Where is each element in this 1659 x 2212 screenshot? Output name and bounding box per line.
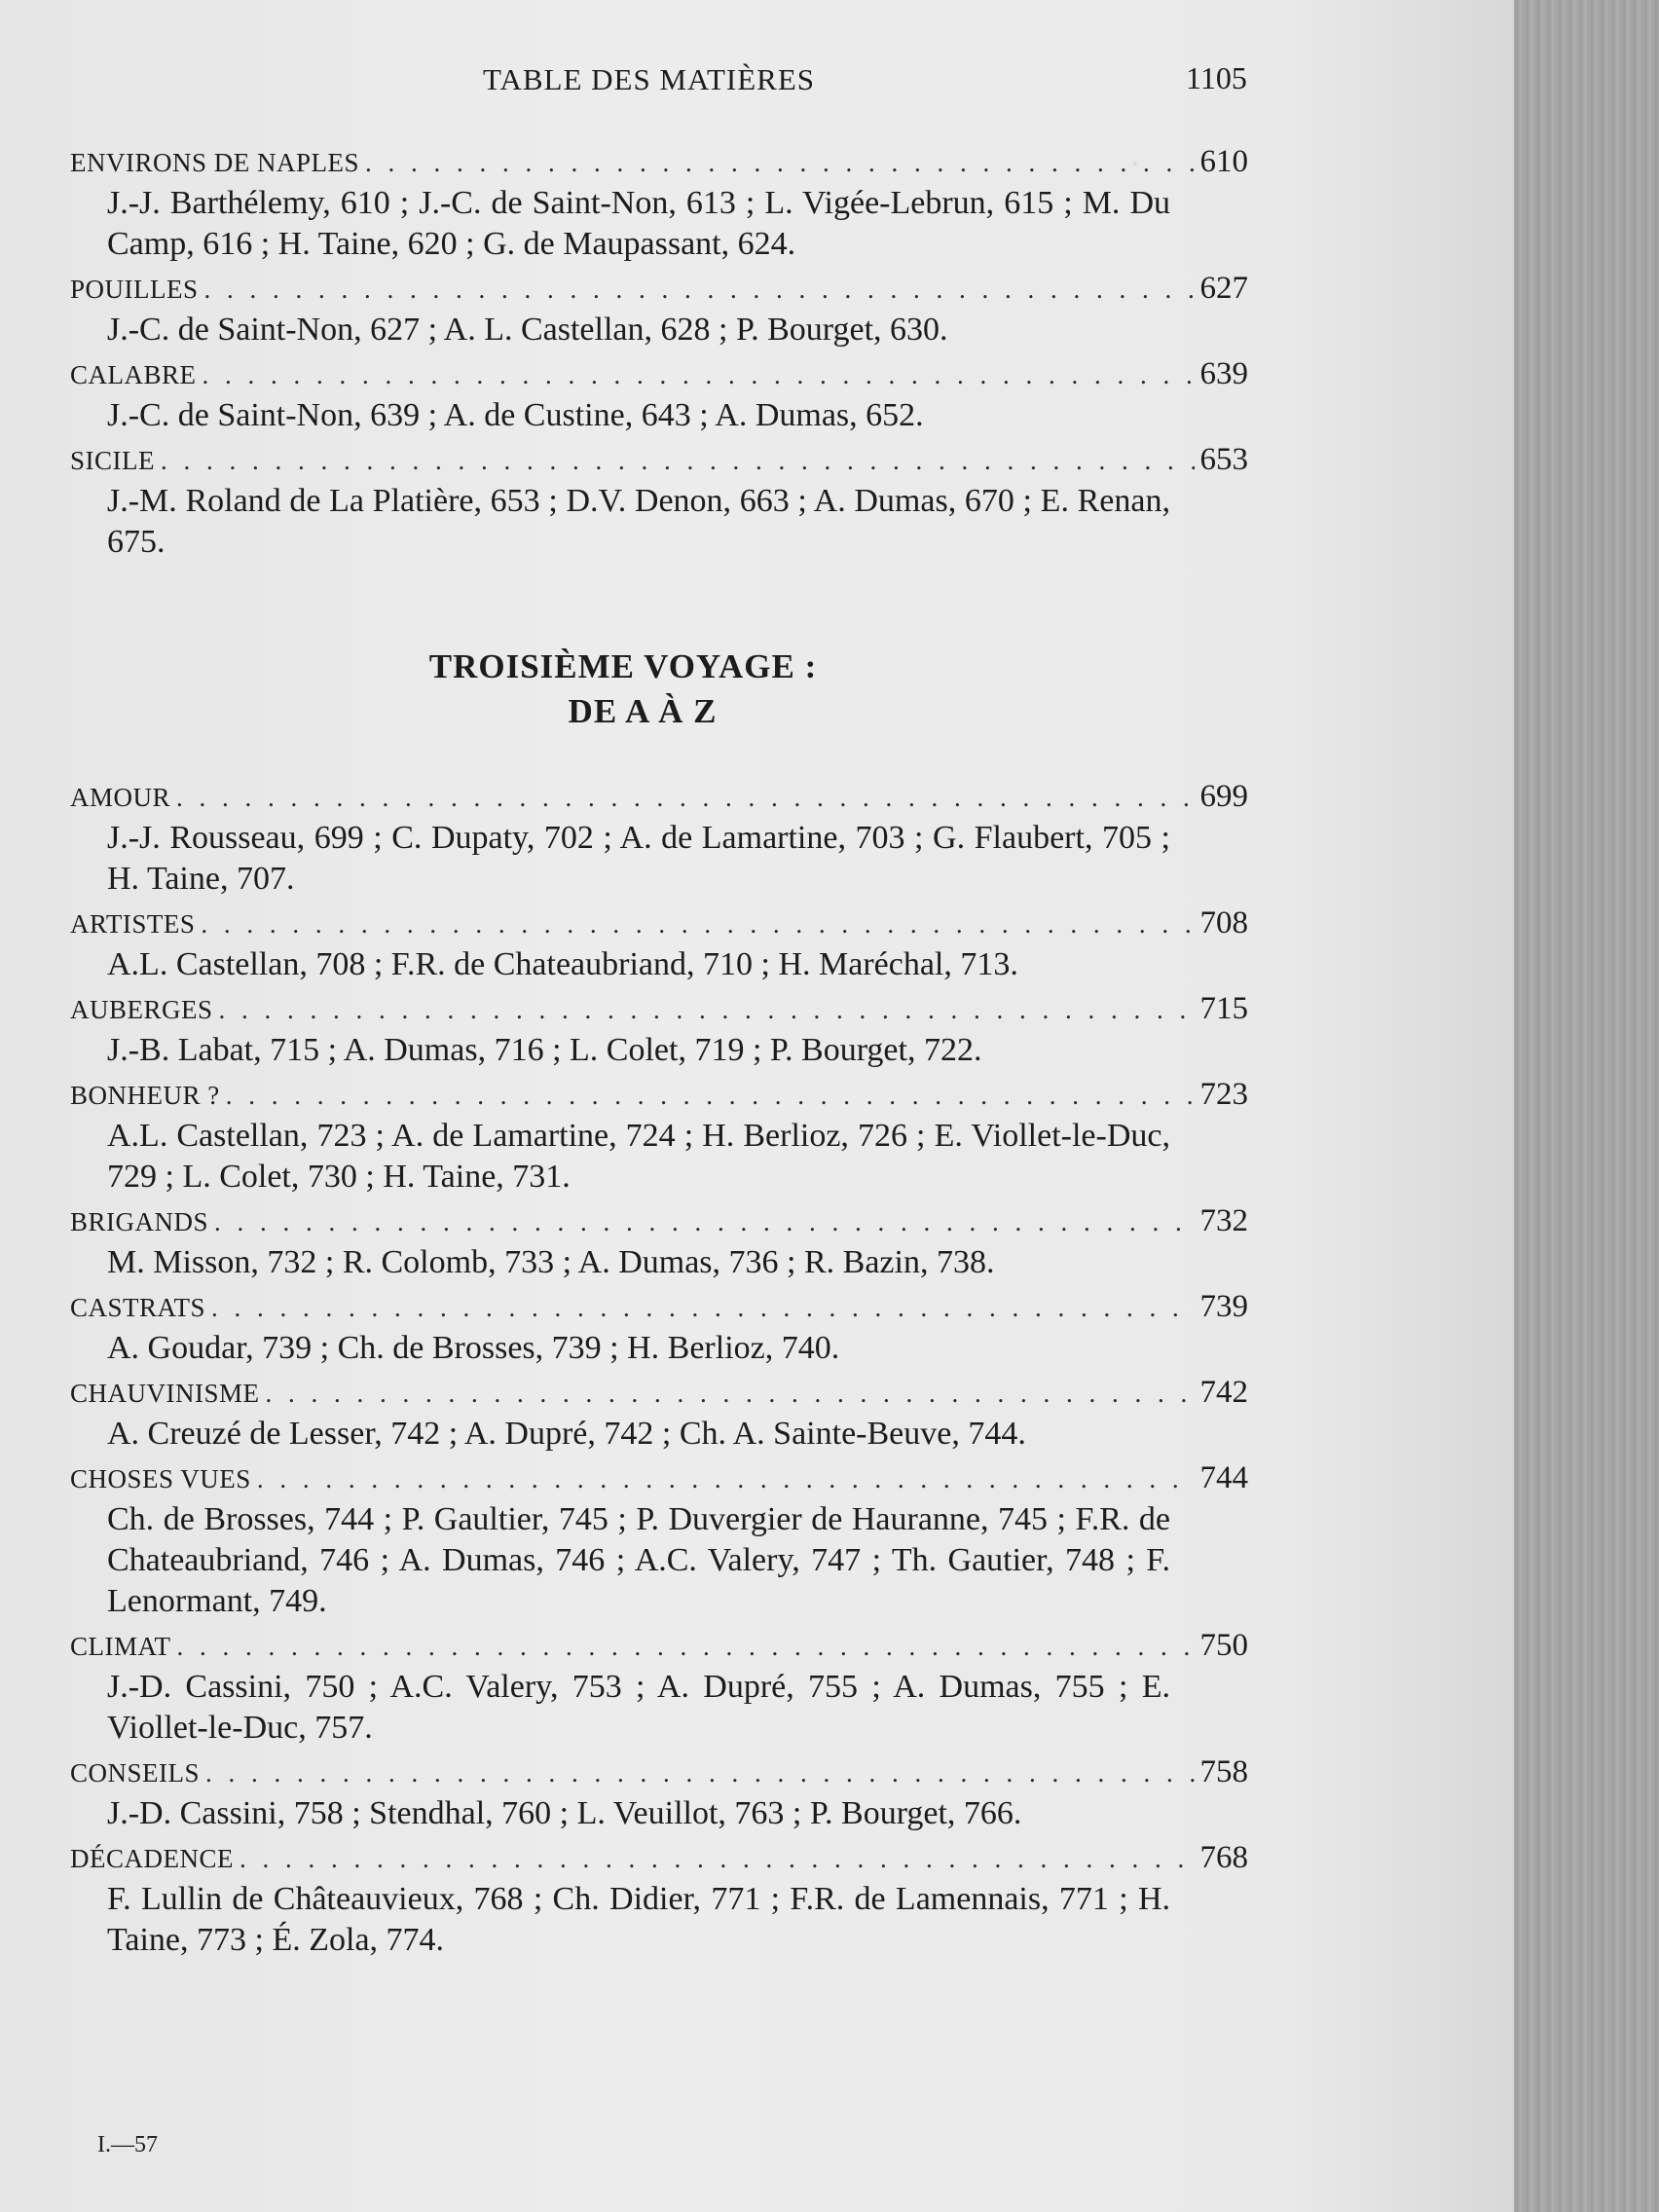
section-title bbox=[0, 645, 1246, 734]
dot-leader bbox=[203, 360, 1195, 390]
dot-leader bbox=[219, 995, 1195, 1025]
signature-mark: I.—57 bbox=[97, 2132, 158, 2157]
entry-title: DÉCADENCE bbox=[70, 1844, 234, 1873]
toc-entry bbox=[70, 144, 1248, 265]
entry-authors: A. Goudar, 739 ; Ch. de Brosses, 739 ; H. Berlioz, 740. bbox=[107, 1330, 840, 1366]
entry-title: ARTISTES bbox=[70, 909, 196, 939]
dot-leader bbox=[214, 1207, 1194, 1237]
entry-title: AUBERGES bbox=[70, 995, 213, 1024]
entry-title: CONSEILS bbox=[70, 1758, 201, 1788]
entry-title: CLIMAT bbox=[70, 1632, 171, 1661]
entry-page: 627 bbox=[1199, 271, 1248, 306]
entry-authors: Ch. de Brosses, 744 ; P. Gaultier, 745 ; P. Duvergier de Hauranne, 745 ; F.R. de Chateaubriand, 746 ; A. Dumas, 746 ; A.C. Valery, 747 ; Th. Gautier, 748 ; F. Lenormant, 749. bbox=[107, 1501, 1170, 1619]
entry-authors: J.-C. de Saint-Non, 627 ; A. L. Castellan, 628 ; P. Bourget, 630. bbox=[107, 312, 948, 348]
entry-page: 708 bbox=[1199, 905, 1248, 940]
dot-leader bbox=[201, 909, 1194, 940]
section-title-line-2: DE A À Z bbox=[568, 692, 718, 730]
toc-entry bbox=[70, 1375, 1248, 1455]
entry-authors: J.-B. Labat, 715 ; A. Dumas, 716 ; L. Colet, 719 ; P. Bourget, 722. bbox=[107, 1032, 982, 1068]
toc-entry bbox=[70, 905, 1248, 985]
entry-page: 699 bbox=[1199, 779, 1248, 814]
entry-page: 639 bbox=[1199, 356, 1248, 391]
entry-page: 653 bbox=[1199, 442, 1248, 477]
dot-leader bbox=[240, 1844, 1195, 1874]
dot-leader bbox=[266, 1379, 1195, 1409]
toc-entry bbox=[70, 356, 1248, 436]
entry-authors: A.L. Castellan, 723 ; A. de Lamartine, 724 ; H. Berlioz, 726 ; E. Viollet-le-Duc, 729 ; L. Colet, 730 ; H. Taine, 731. bbox=[107, 1118, 1170, 1195]
entry-authors: A.L. Castellan, 708 ; F.R. de Chateaubriand, 710 ; H. Maréchal, 713. bbox=[107, 946, 1018, 982]
page-stack-edge bbox=[1514, 0, 1659, 2212]
dot-leader bbox=[176, 783, 1194, 813]
entry-title: CHAUVINISME bbox=[70, 1379, 260, 1408]
entry-authors: J.-D. Cassini, 758 ; Stendhal, 760 ; L. Veuillot, 763 ; P. Bourget, 766. bbox=[107, 1795, 1022, 1831]
toc-entry bbox=[70, 1628, 1248, 1749]
entry-page: 750 bbox=[1199, 1628, 1248, 1663]
dot-leader bbox=[211, 1293, 1194, 1323]
toc-entry bbox=[70, 1840, 1248, 1961]
entry-page: 732 bbox=[1199, 1203, 1248, 1238]
running-title: TABLE DES MATIÈRES bbox=[483, 62, 816, 96]
toc-entry bbox=[70, 442, 1248, 563]
entry-title: POUILLES bbox=[70, 275, 199, 304]
entry-title: SICILE bbox=[70, 446, 155, 475]
toc-entry bbox=[70, 1289, 1248, 1369]
dot-leader bbox=[257, 1464, 1195, 1494]
entry-page: 742 bbox=[1199, 1375, 1248, 1410]
toc-entry bbox=[70, 991, 1248, 1071]
entry-page: 744 bbox=[1199, 1460, 1248, 1495]
toc-group-1 bbox=[70, 144, 1248, 569]
entry-authors: A. Creuzé de Lesser, 742 ; A. Dupré, 742 ; Ch. A. Sainte-Beuve, 744. bbox=[107, 1416, 1026, 1452]
entry-authors: J.-J. Rousseau, 699 ; C. Dupaty, 702 ; A. de Lamartine, 703 ; G. Flaubert, 705 ; H. Taine, 707. bbox=[107, 820, 1170, 897]
toc-entry bbox=[70, 779, 1248, 900]
entry-title: CHOSES VUES bbox=[70, 1464, 251, 1493]
dot-leader bbox=[177, 1632, 1195, 1662]
entry-page: 768 bbox=[1199, 1840, 1248, 1875]
entry-authors: J.-M. Roland de La Platière, 653 ; D.V. Denon, 663 ; A. Dumas, 670 ; E. Renan, 675. bbox=[107, 483, 1170, 560]
entry-title: CALABRE bbox=[70, 360, 197, 389]
dot-leader bbox=[161, 446, 1195, 476]
dot-leader bbox=[226, 1081, 1195, 1111]
toc-entry bbox=[70, 1754, 1248, 1834]
entry-title: CASTRATS bbox=[70, 1293, 206, 1322]
entry-page: 715 bbox=[1199, 991, 1248, 1026]
entry-page: 758 bbox=[1199, 1754, 1248, 1789]
entry-title: ENVIRONS DE NAPLES bbox=[70, 148, 360, 177]
entry-authors: J.-D. Cassini, 750 ; A.C. Valery, 753 ; A. Dupré, 755 ; A. Dumas, 755 ; E. Viollet-le-Duc, 757. bbox=[107, 1669, 1170, 1746]
dot-leader bbox=[204, 275, 1195, 305]
page-number: 1105 bbox=[1186, 60, 1247, 95]
entry-authors: F. Lullin de Châteauvieux, 768 ; Ch. Didier, 771 ; F.R. de Lamennais, 771 ; H. Taine, 773 ; É. Zola, 774. bbox=[107, 1881, 1170, 1958]
entry-authors: M. Misson, 732 ; R. Colomb, 733 ; A. Dumas, 736 ; R. Bazin, 738. bbox=[107, 1244, 995, 1280]
entry-page: 723 bbox=[1199, 1077, 1248, 1112]
toc-entry bbox=[70, 1203, 1248, 1283]
toc-group-2 bbox=[70, 779, 1248, 1967]
entry-authors: J.-C. de Saint-Non, 639 ; A. de Custine, 643 ; A. Dumas, 652. bbox=[107, 397, 924, 433]
toc-entry bbox=[70, 271, 1248, 350]
dot-leader bbox=[365, 148, 1194, 178]
dot-leader bbox=[205, 1758, 1194, 1788]
entry-page: 610 bbox=[1199, 144, 1248, 179]
toc-entry bbox=[70, 1460, 1248, 1622]
entry-page: 739 bbox=[1199, 1289, 1248, 1324]
show-through-text: · bbox=[1129, 146, 1141, 182]
entry-title: BRIGANDS bbox=[70, 1207, 209, 1236]
section-title-line-1: TROISIÈME VOYAGE : bbox=[428, 647, 818, 685]
entry-title: AMOUR bbox=[70, 783, 171, 812]
toc-entry bbox=[70, 1077, 1248, 1198]
entry-title: BONHEUR ? bbox=[70, 1081, 220, 1110]
entry-authors: J.-J. Barthélemy, 610 ; J.-C. de Saint-Non, 613 ; L. Vigée-Lebrun, 615 ; M. Du Camp, 616 ; H. Taine, 620 ; G. de Maupassant, 624. bbox=[107, 185, 1170, 262]
